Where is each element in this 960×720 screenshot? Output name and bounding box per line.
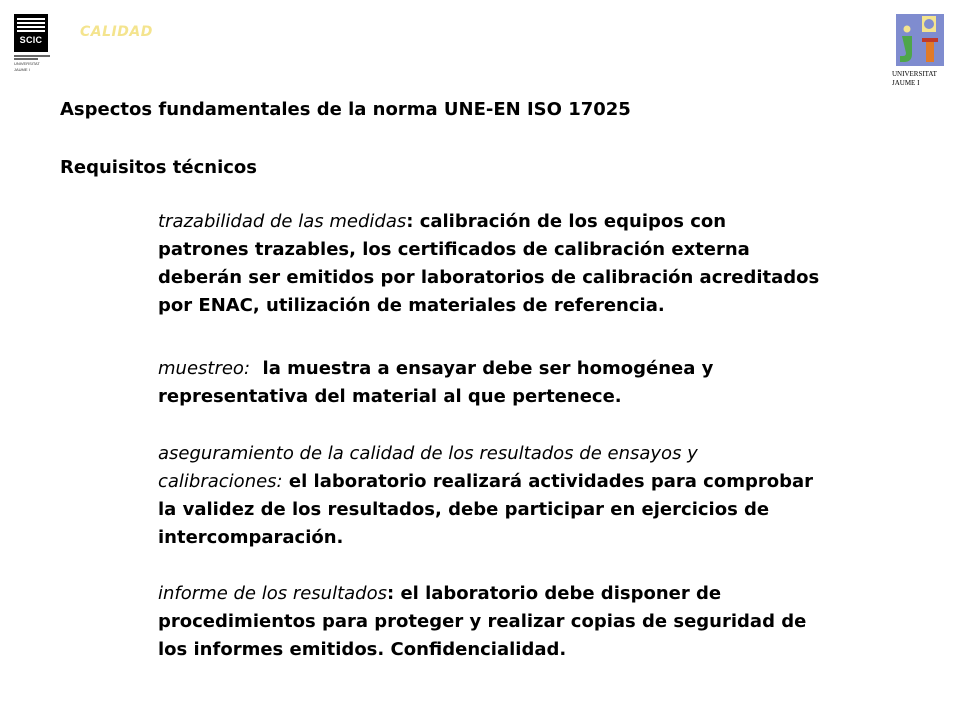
requirement-term: aseguramiento de la calidad de los resultados de ensayos y [158, 443, 698, 464]
scic-logo-text: SCIC [19, 35, 43, 45]
requirement-text: representativa del material al que pertenece. [158, 386, 622, 407]
header-label: CALIDAD [80, 24, 153, 40]
scic-logo-caption: UNIVERSITAT JAUME I [14, 54, 50, 73]
requirement-term: calibraciones: [158, 471, 283, 492]
requirement-text: patrones trazables, los certificados de calibración externa [158, 239, 750, 260]
requirement-text: los informes emitidos. Confidencialidad. [158, 639, 567, 660]
requirement-text: por ENAC, utilización de materiales de referencia. [158, 295, 665, 316]
requirement-trazabilidad [158, 208, 938, 320]
requirement-text: intercomparación. [158, 527, 344, 548]
requirement-aseguramiento [158, 440, 938, 552]
requirement-informe [158, 580, 938, 664]
requirement-text: la muestra a ensayar debe ser homogénea y [250, 358, 714, 379]
uji-logo [892, 14, 950, 90]
scic-logo-mark [14, 14, 48, 52]
requirement-text: el laboratorio realizará actividades para comprobar [282, 471, 814, 492]
requirement-term: trazabilidad de las medidas [158, 211, 407, 232]
uji-logo-caption: UNIVERSITAT JAUME I [892, 70, 937, 87]
requirement-muestreo [158, 355, 938, 411]
page-title: Aspectos fundamentales de la norma UNE-EN ISO 17025 [60, 99, 631, 120]
section-subtitle: Requisitos técnicos [60, 157, 257, 178]
requirement-text: procedimientos para proteger y realizar copias de seguridad de [158, 611, 807, 632]
uji-logo-mark [896, 14, 944, 66]
requirement-text: : el laboratorio debe disponer de [387, 583, 722, 604]
requirement-text: deberán ser emitidos por laboratorios de calibración acreditados [158, 267, 820, 288]
requirement-text: : calibración de los equipos con [406, 211, 727, 232]
requirement-term: informe de los resultados [158, 583, 387, 604]
requirement-text: la validez de los resultados, debe participar en ejercicios de [158, 499, 770, 520]
scic-logo [14, 14, 52, 76]
requirement-term: muestreo: [158, 358, 251, 379]
